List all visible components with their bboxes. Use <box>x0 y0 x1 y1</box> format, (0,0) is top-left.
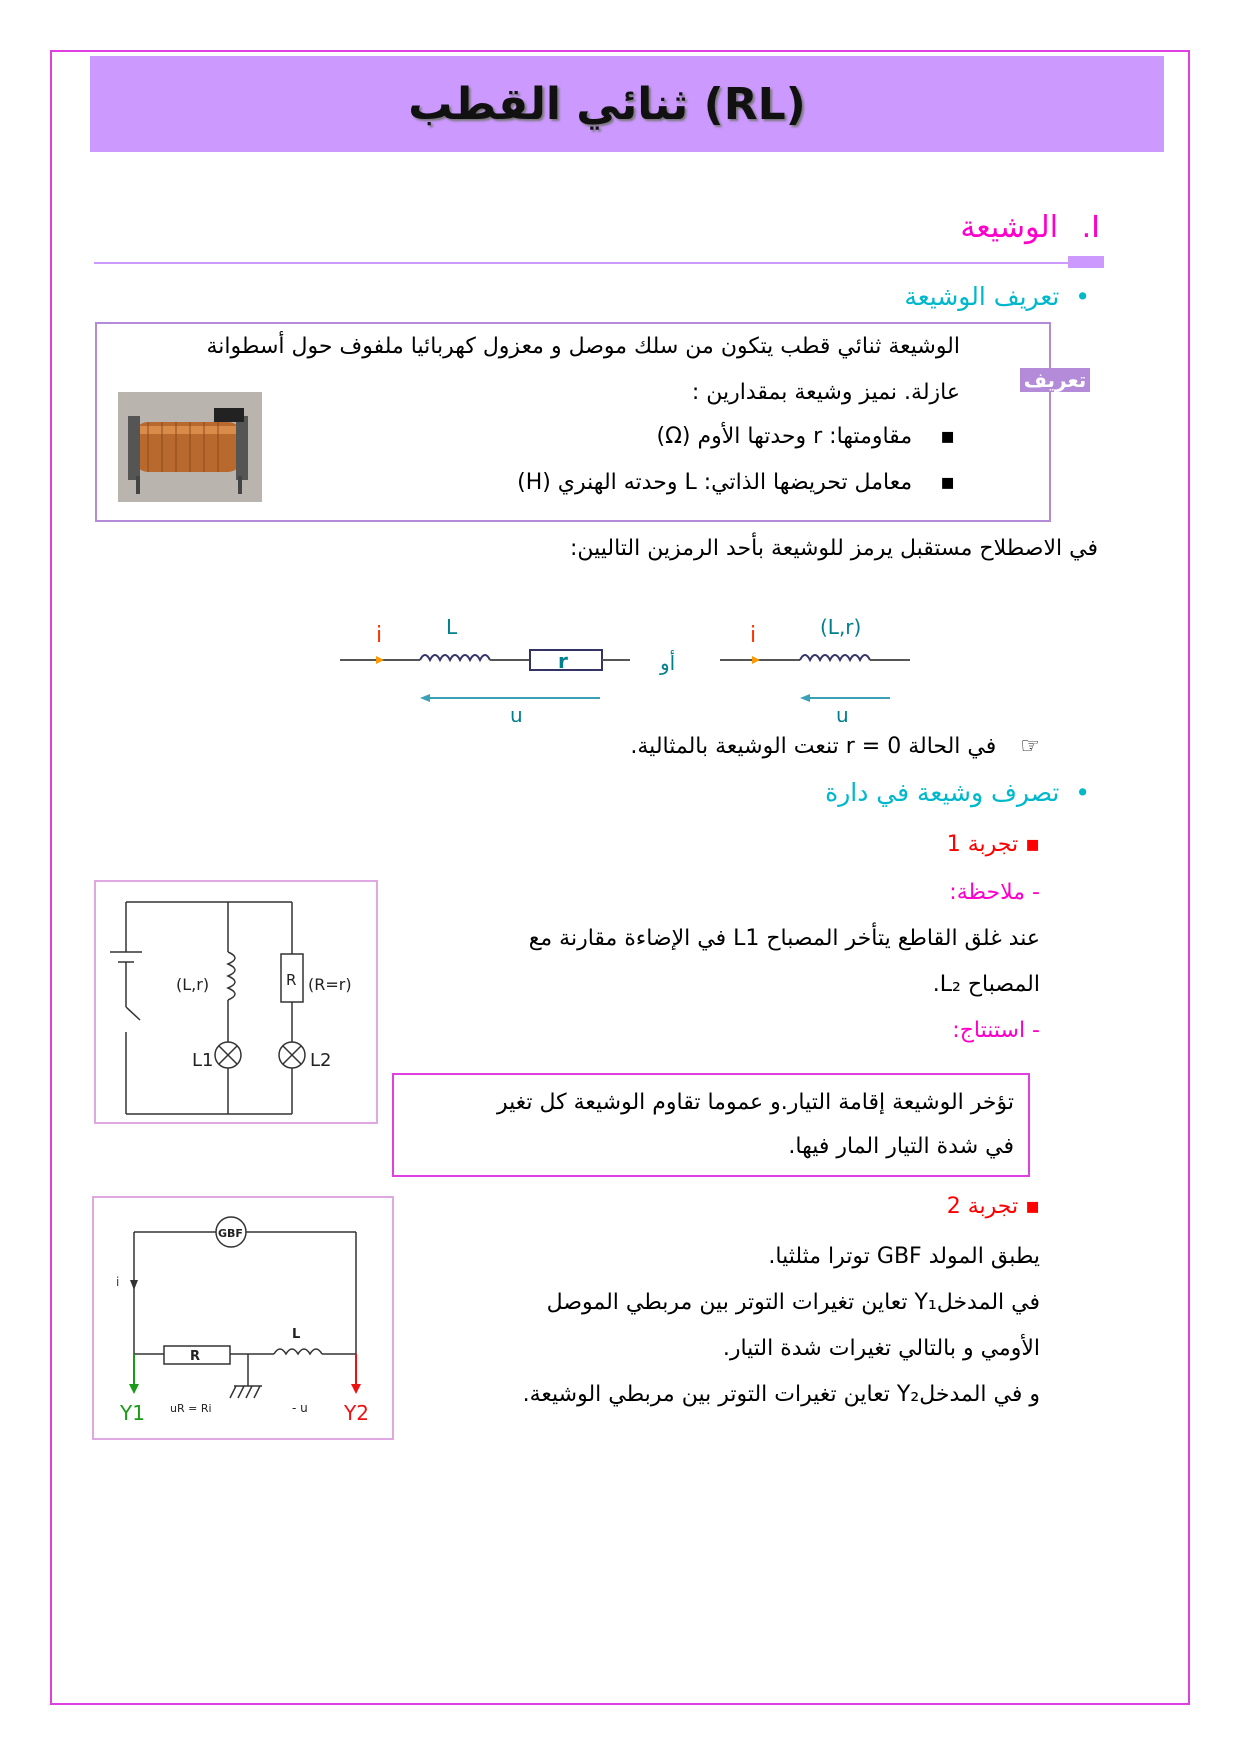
fig1-lamp1-label: L1 <box>192 1050 214 1071</box>
fig2-resistor-label: R <box>190 1349 201 1364</box>
definition-line1: الوشيعة ثنائي قطب يتكون من سلك موصل و معزول كهربائيا ملفوف حول أسطوانة <box>206 334 960 359</box>
experiment2-title: ▪ تجربة 2 <box>946 1194 1040 1219</box>
fig1-res-label: R <box>286 971 297 989</box>
square-bullet-icon: ▪ <box>912 424 955 449</box>
bullet-icon: • <box>1059 282 1090 311</box>
experiment1-observation-2: المصباح L₂. <box>932 972 1040 997</box>
section-divider <box>94 262 1104 264</box>
section-heading <box>960 210 1100 245</box>
symbol-l-r-combined <box>720 615 910 722</box>
sym2-current: i <box>376 623 383 648</box>
definition-heading: • تعريف الوشيعة <box>904 282 1090 311</box>
experiment1-title: ▪ تجربة 1 <box>946 832 1040 857</box>
experiment2-line4: و في المدخلY₂ تعاين تغيرات التوتر بين مربطي الوشيعة. <box>522 1382 1040 1407</box>
sym1-coil: (L,r) <box>820 615 862 639</box>
fig1-res-eq-label: (R=r) <box>308 975 352 994</box>
experiment1-observation-label: - ملاحظة: <box>949 880 1040 905</box>
section-title: الوشيعة <box>960 210 1059 245</box>
fig2-ur-label: uR = Ri <box>170 1402 212 1415</box>
bullet-icon: • <box>1059 778 1090 807</box>
page-title: ثنائي القطب (RL) <box>408 78 806 130</box>
ideal-coil-note: ☞في الحالة r = 0 تنعت الوشيعة بالمثالية. <box>630 734 1040 759</box>
experiment1-conclusion-label: - استنتاج: <box>952 1018 1040 1043</box>
experiment1-conclusion-1: تؤخر الوشيعة إقامة التيار.و عموما تقاوم الوشيعة كل تغير <box>497 1090 1014 1115</box>
definition-line2: عازلة. نميز وشيعة بمقدارين : <box>691 380 960 405</box>
experiment1-conclusion-2: في شدة التيار المار فيها. <box>788 1134 1014 1159</box>
experiment2-line1: يطبق المولد GBF توترا مثلثيا. <box>768 1244 1040 1269</box>
fig2-coil-label: L <box>292 1327 301 1342</box>
symbols-intro: في الاصطلاح مستقبل يرمز للوشيعة بأحد الرمزين التاليين: <box>569 536 1098 561</box>
pointing-hand-icon: ☞ <box>1020 734 1040 759</box>
fig1-coil-label: (L,r) <box>176 975 210 994</box>
experiment2-line3: الأومي و بالتالي تغيرات شدة التيار. <box>722 1336 1040 1361</box>
sym1-current: i <box>750 623 757 648</box>
sym2-voltage: u <box>510 703 523 722</box>
definition-tag: تعريف <box>1020 368 1090 392</box>
fig2-y1-label: Y1 <box>120 1401 145 1425</box>
sym1-voltage: u <box>836 703 849 722</box>
experiment1-observation-1: عند غلق القاطع يتأخر المصباح L1 في الإضاءة مقارنة مع <box>528 926 1040 951</box>
sym2-coil: L <box>446 615 458 639</box>
experiment2-line2: في المدخلY₁ تعاين تغيرات التوتر بين مربطي الموصل <box>546 1290 1040 1315</box>
fig2-y2-label: Y2 <box>344 1401 369 1425</box>
square-bullet-icon: ▪ <box>912 470 955 495</box>
conclusion-box <box>392 1073 1030 1177</box>
fig2-current-label: i <box>116 1275 120 1289</box>
experiment2-figure <box>92 1196 394 1440</box>
behavior-heading: • تصرف وشيعة في دارة <box>825 778 1090 807</box>
sym2-resistor: r <box>558 649 568 673</box>
fig2-generator-label: GBF <box>218 1227 243 1240</box>
fig2-minus-u-label: - u <box>292 1401 308 1415</box>
section-divider-tab <box>1068 256 1104 268</box>
symbol-l-r-series <box>340 615 630 722</box>
section-number: I. <box>1081 210 1100 245</box>
coil-symbols-diagram <box>330 612 950 722</box>
definition-item2: ▪ معامل تحريضها الذاتي: L وحدته الهنري (H) <box>517 470 955 495</box>
experiment1-figure <box>94 880 378 1124</box>
definition-item1: ▪ مقاومتها: r وحدتها الأوم (Ω) <box>656 424 955 449</box>
coil-photo <box>118 392 262 502</box>
or-label: أو <box>660 651 676 675</box>
fig1-lamp2-label: L2 <box>310 1050 332 1071</box>
